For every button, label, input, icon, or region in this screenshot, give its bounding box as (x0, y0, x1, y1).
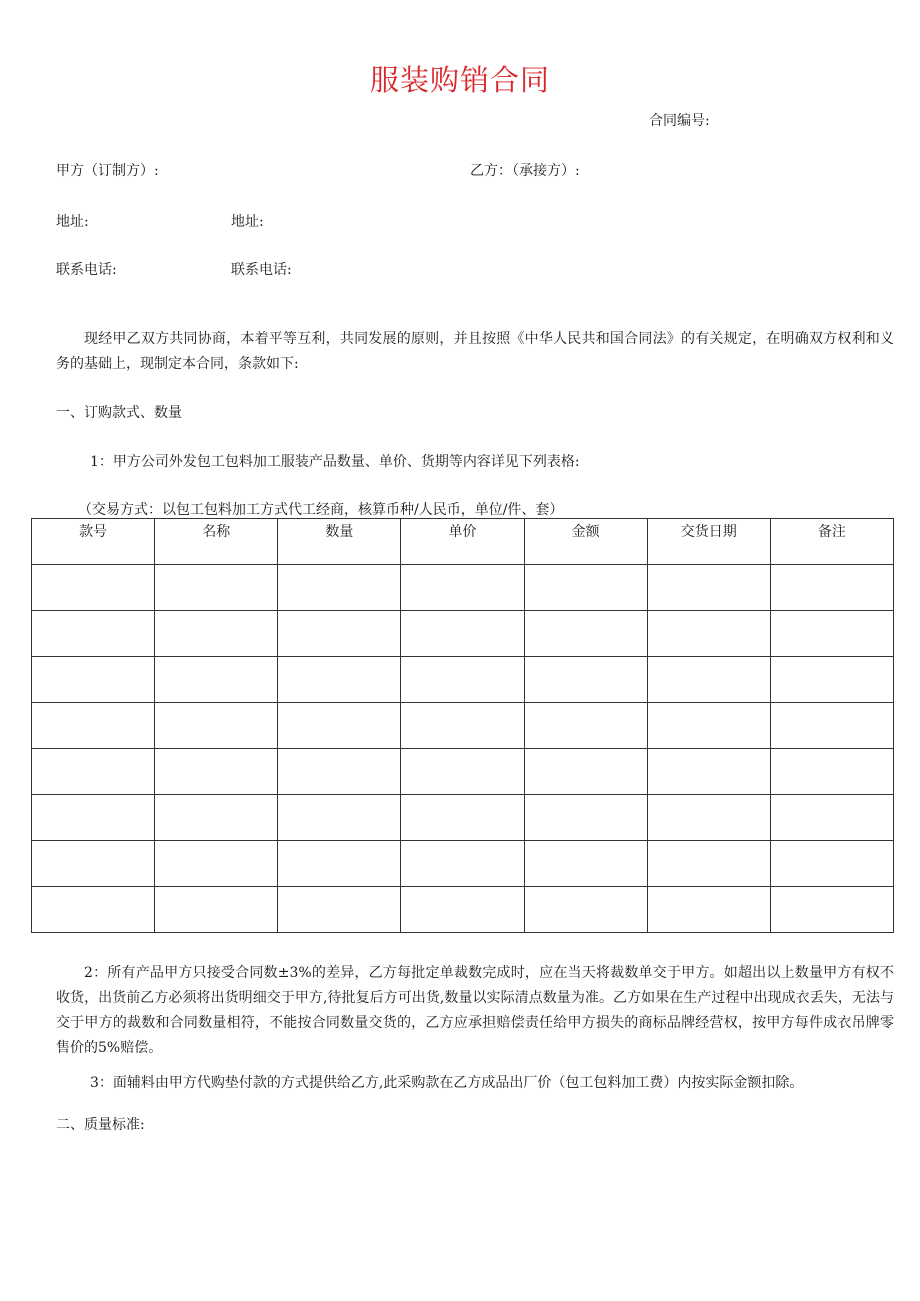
clause-3: 3：面辅料由甲方代购垫付款的方式提供给乙方,此采购款在乙方成品出厂价（包工包料加工费）内按实际金额扣除。 (90, 1075, 804, 1091)
table-cell[interactable] (770, 887, 893, 933)
table-cell[interactable] (32, 841, 155, 887)
table-cell[interactable] (278, 749, 401, 795)
table-cell[interactable] (524, 565, 647, 611)
phone-b-label: 联系电话: (231, 262, 292, 278)
table-row (32, 795, 894, 841)
table-cell[interactable] (647, 749, 770, 795)
table-cell[interactable] (401, 887, 524, 933)
table-cell[interactable] (770, 841, 893, 887)
table-cell[interactable] (401, 611, 524, 657)
table-cell[interactable] (32, 887, 155, 933)
table-cell[interactable] (155, 841, 278, 887)
table-cell[interactable] (524, 887, 647, 933)
table-cell[interactable] (401, 795, 524, 841)
order-table (31, 518, 894, 933)
table-cell[interactable] (278, 887, 401, 933)
table-cell[interactable] (278, 841, 401, 887)
table-cell[interactable] (770, 611, 893, 657)
table-cell[interactable] (647, 657, 770, 703)
table-cell[interactable] (524, 795, 647, 841)
table-cell[interactable] (524, 703, 647, 749)
table-cell[interactable] (155, 565, 278, 611)
table-cell[interactable] (155, 703, 278, 749)
table-cell[interactable] (647, 703, 770, 749)
table-note: （交易方式：以包工包料加工方式代工经商，核算币种/人民币，单位/件、套） (78, 502, 564, 518)
table-cell[interactable] (32, 703, 155, 749)
table-header-row (32, 519, 894, 565)
table-cell[interactable] (32, 565, 155, 611)
table-cell[interactable] (401, 841, 524, 887)
table-cell[interactable] (278, 703, 401, 749)
table-cell[interactable] (155, 795, 278, 841)
clause-2: 2：所有产品甲方只接受合同数±3%的差异，乙方每批定单裁数完成时，应在当天将裁数单交于甲方。如超出以上数量甲方有权不收货，出货前乙方必须将出货明细交于甲方,待批复后方可出货,数量以实际清点数量为准。乙方如果在生产过程中出现成衣丢失，无法与交于甲方的裁数和合同数量相符，不能按合同数量交货的，乙方应承担赔偿责任给甲方损失的商标品牌经营权，按甲方每件成衣吊牌零售价的5%赔偿。 (56, 965, 894, 1056)
party-a-label: 甲方（订制方）: (56, 163, 159, 179)
table-cell[interactable] (32, 657, 155, 703)
page-title: 服装购销合同 (369, 63, 550, 97)
header-name: 名称 (155, 519, 278, 565)
table-cell[interactable] (524, 657, 647, 703)
table-row (32, 887, 894, 933)
table-row (32, 657, 894, 703)
table-cell[interactable] (647, 565, 770, 611)
header-amount: 金额 (524, 519, 647, 565)
table-cell[interactable] (155, 657, 278, 703)
table-cell[interactable] (647, 611, 770, 657)
table-cell[interactable] (278, 611, 401, 657)
section-2-title: 二、质量标准: (56, 1117, 145, 1133)
table-cell[interactable] (401, 703, 524, 749)
table-cell[interactable] (155, 749, 278, 795)
table-row (32, 749, 894, 795)
table-cell[interactable] (278, 565, 401, 611)
table-cell[interactable] (770, 749, 893, 795)
table-cell[interactable] (770, 703, 893, 749)
table-cell[interactable] (524, 841, 647, 887)
table-row (32, 611, 894, 657)
address-a-label: 地址: (56, 214, 89, 230)
table-row (32, 703, 894, 749)
table-cell[interactable] (32, 795, 155, 841)
table-cell[interactable] (770, 657, 893, 703)
table-cell[interactable] (401, 749, 524, 795)
table-cell[interactable] (524, 749, 647, 795)
table-cell[interactable] (401, 657, 524, 703)
header-style-no: 款号 (32, 519, 155, 565)
table-cell[interactable] (770, 795, 893, 841)
section-1-title: 一、订购款式、数量 (56, 405, 182, 421)
clause-1: 1：甲方公司外发包工包料加工服装产品数量、单价、货期等内容详见下列表格: (90, 454, 580, 470)
party-b-label: 乙方：（承接方）: (470, 163, 580, 179)
contract-no-label: 合同编号: (649, 113, 710, 129)
phone-a-label: 联系电话: (56, 262, 117, 278)
header-remarks: 备注 (770, 519, 893, 565)
table-cell[interactable] (770, 565, 893, 611)
header-unit-price: 单价 (401, 519, 524, 565)
header-quantity: 数量 (278, 519, 401, 565)
table-cell[interactable] (155, 887, 278, 933)
table-row (32, 841, 894, 887)
table-cell[interactable] (524, 611, 647, 657)
table-cell[interactable] (32, 749, 155, 795)
table-row (32, 565, 894, 611)
table-cell[interactable] (647, 887, 770, 933)
table-cell[interactable] (278, 657, 401, 703)
table-cell[interactable] (647, 795, 770, 841)
table-cell[interactable] (32, 611, 155, 657)
table-body (32, 565, 894, 933)
header-delivery-date: 交货日期 (647, 519, 770, 565)
table-cell[interactable] (155, 611, 278, 657)
address-b-label: 地址: (231, 214, 264, 230)
table-cell[interactable] (278, 795, 401, 841)
table-cell[interactable] (401, 565, 524, 611)
table-cell[interactable] (647, 841, 770, 887)
intro-paragraph: 现经甲乙双方共同协商，本着平等互利，共同发展的原则，并且按照《中华人民共和国合同法》的有关规定，在明确双方权利和义务的基础上，现制定本合同，条款如下: (56, 331, 894, 372)
